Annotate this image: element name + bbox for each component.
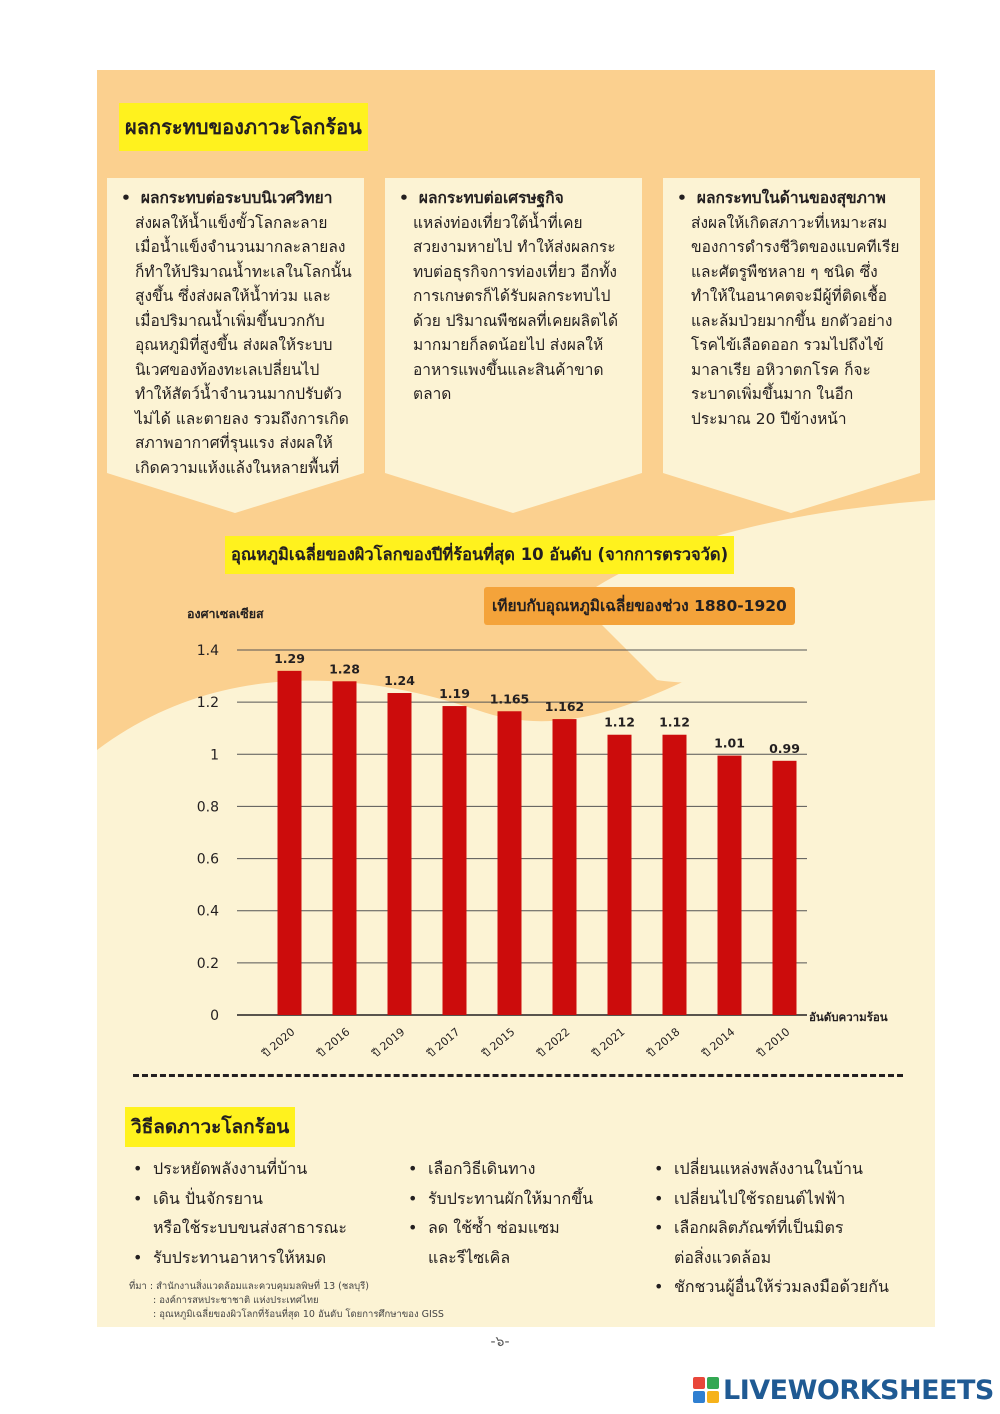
bar xyxy=(333,681,357,1015)
ways-item: • รับประทานอาหารให้หมด xyxy=(127,1243,347,1273)
bar xyxy=(388,693,412,1015)
source-line: ที่มา : สำนักงานสิ่งแวดล้อมและควบคุมมลพิษที่ 13 (ชลบุรี) xyxy=(129,1281,369,1292)
data-label: 1.01 xyxy=(714,735,745,751)
x-tick-label: ปี 2018 xyxy=(644,1025,683,1061)
data-label: 0.99 xyxy=(769,740,800,756)
poster xyxy=(97,70,935,1327)
bar xyxy=(498,711,522,1015)
source-notes xyxy=(129,1280,444,1322)
y-tick-label: 0.2 xyxy=(196,955,219,972)
ways-item: • เปลี่ยนไปใช้รถยนต์ไฟฟ้า xyxy=(648,1184,889,1214)
ways-item: • เลือกวิธีเดินทาง xyxy=(402,1154,593,1184)
data-label: 1.29 xyxy=(274,650,305,666)
bar-chart xyxy=(187,630,927,1070)
ways-item: • ชักชวนผู้อื่นให้ร่วมลงมือด้วยกัน xyxy=(648,1272,889,1302)
ways-list-3 xyxy=(648,1154,889,1302)
column-body: ส่งผลให้น้ำแข็งขั้วโลกละลาย เมื่อน้ำแข็งจำนวนมากละลายลง ก็ทำให้ปริมาณน้ำทะเลในโลกนั้นสูงขึ้น ซึ่งส่งผลให้น้ำท่วม และเมื่อปริมาณน้ำเพิ่มขึ้นบวกกับอุณหภูมิที่สูงขึ้น ส่งผลให้ระบบนิเวศของท้องทะเลเปลี่ยนไป ทำให้สัตว์น้ำจำนวนมากปรับตัวไม่ได้ และตายลง รวมถึงการเกิดสภาพอากาศที่รุนแรง ส่งผลให้เกิดความแห้งแล้งในหลายพื้นที่ xyxy=(135,213,352,477)
chart-subtitle: เทียบกับอุณหภูมิเฉลี่ยของช่วง 1880-1920 xyxy=(484,587,795,625)
bar xyxy=(773,761,797,1015)
ways-item: • เปลี่ยนแหล่งพลังงานในบ้าน xyxy=(648,1154,889,1184)
ways-item: ต่อสิ่งแวดล้อม xyxy=(674,1247,772,1267)
x-axis-label: อันดับความร้อน xyxy=(809,1010,888,1024)
y-tick-label: 0.8 xyxy=(196,799,219,816)
data-label: 1.19 xyxy=(439,686,470,702)
ways-item: • รับประทานผักให้มากขึ้น xyxy=(402,1184,593,1214)
liveworksheets-icon xyxy=(693,1377,719,1403)
x-tick-label: ปี 2022 xyxy=(534,1025,573,1061)
bar xyxy=(443,706,467,1015)
ways-title: วิธีลดภาวะโลกร้อน xyxy=(125,1107,295,1147)
column-heading: • ผลกระทบต่อระบบนิเวศวิทยา xyxy=(121,186,354,211)
page-number: -๖- xyxy=(490,1334,510,1350)
x-tick-label: ปี 2016 xyxy=(314,1025,353,1061)
ways-item: • ประหยัดพลังงานที่บ้าน xyxy=(127,1154,347,1184)
impact-column-economy xyxy=(385,178,642,513)
y-tick-label: 1.2 xyxy=(196,695,219,712)
dashed-divider xyxy=(133,1074,903,1077)
source-line: : องค์การสหประชาชาติ แห่งประเทศไทย xyxy=(153,1295,319,1306)
data-label: 1.28 xyxy=(329,661,360,677)
ways-item: และรีไซเคิล xyxy=(428,1247,511,1267)
impact-column-health xyxy=(663,178,920,513)
x-tick-label: ปี 2020 xyxy=(259,1025,298,1061)
brand-name: LIVEWORKSHEETS xyxy=(723,1374,994,1406)
source-line: : อุณหภูมิเฉลี่ยของผิวโลกที่ร้อนที่สุด 10 อันดับ โดยการศึกษาของ GISS xyxy=(153,1309,444,1320)
x-tick-label: ปี 2021 xyxy=(589,1025,628,1061)
page-title: ผลกระทบของภาวะโลกร้อน xyxy=(119,103,368,151)
bar xyxy=(663,735,687,1015)
x-tick-label: ปี 2015 xyxy=(479,1025,518,1061)
data-label: 1.162 xyxy=(544,699,585,715)
chart-title: อุณหภูมิเฉลี่ยของผิวโลกของปีที่ร้อนที่สุด 10 อันดับ (จากการตรวจวัด) xyxy=(225,536,734,574)
data-label: 1.24 xyxy=(384,673,415,689)
x-tick-label: ปี 2014 xyxy=(699,1025,738,1061)
y-tick-label: 0.4 xyxy=(196,903,219,920)
data-label: 1.12 xyxy=(659,714,690,730)
x-tick-label: ปี 2010 xyxy=(754,1025,793,1061)
x-tick-label: ปี 2019 xyxy=(369,1025,408,1061)
bar xyxy=(718,756,742,1015)
ways-list-1 xyxy=(127,1154,347,1272)
bar xyxy=(278,671,302,1015)
ways-item: หรือใช้ระบบขนส่งสาธารณะ xyxy=(153,1218,347,1237)
y-tick-label: 0 xyxy=(210,1008,219,1024)
y-axis-label: องศาเซลเซียส xyxy=(187,606,264,621)
ways-item: • เลือกผลิตภัณฑ์ที่เป็นมิตร xyxy=(648,1213,889,1243)
x-tick-label: ปี 2017 xyxy=(424,1025,463,1061)
impact-column-ecology xyxy=(107,178,364,513)
column-body: แหล่งท่องเที่ยวใต้น้ำที่เคยสวยงามหายไป ทำให้ส่งผลกระทบต่อธุรกิจการท่องเที่ยว อีกทั้งการเกษตรก็ได้รับผลกระทบไปด้วย ปริมาณพืชผลที่เคยผลิตได้มากมายก็ลดน้อยไป ส่งผลให้อาหารแพงขึ้นและสินค้าขาดตลาด xyxy=(413,213,619,403)
data-label: 1.165 xyxy=(489,691,530,707)
data-label: 1.12 xyxy=(604,714,635,730)
ways-list-2 xyxy=(402,1154,593,1272)
bar xyxy=(608,735,632,1015)
column-heading: • ผลกระทบในด้านของสุขภาพ xyxy=(677,186,910,211)
ways-item: • ลด ใช้ซ้ำ ซ่อมแซม xyxy=(402,1213,593,1243)
y-tick-label: 0.6 xyxy=(196,851,219,868)
y-tick-label: 1.4 xyxy=(196,643,219,659)
liveworksheets-logo[interactable] xyxy=(693,1373,994,1407)
bar xyxy=(553,719,577,1015)
column-heading: • ผลกระทบต่อเศรษฐกิจ xyxy=(399,186,632,211)
column-body: ส่งผลให้เกิดสภาวะที่เหมาะสมของการดำรงชีวิตของแบคทีเรียและศัตรูพืชหลาย ๆ ชนิด ซึ่งทำให้ในอนาคตจะมีผู้ที่ติดเชื้อและล้มป่วยมากขึ้น ยกตัวอย่าง โรคไข้เลือดออก รวมไปถึงไข้มาลาเรีย อหิวาตกโรค ก็จะระบาดเพิ่มขึ้นมาก ในอีกประมาณ 20 ปีข้างหน้า xyxy=(691,213,900,428)
ways-item: • เดิน ปั่นจักรยาน xyxy=(127,1184,347,1214)
y-tick-label: 1 xyxy=(210,747,219,764)
